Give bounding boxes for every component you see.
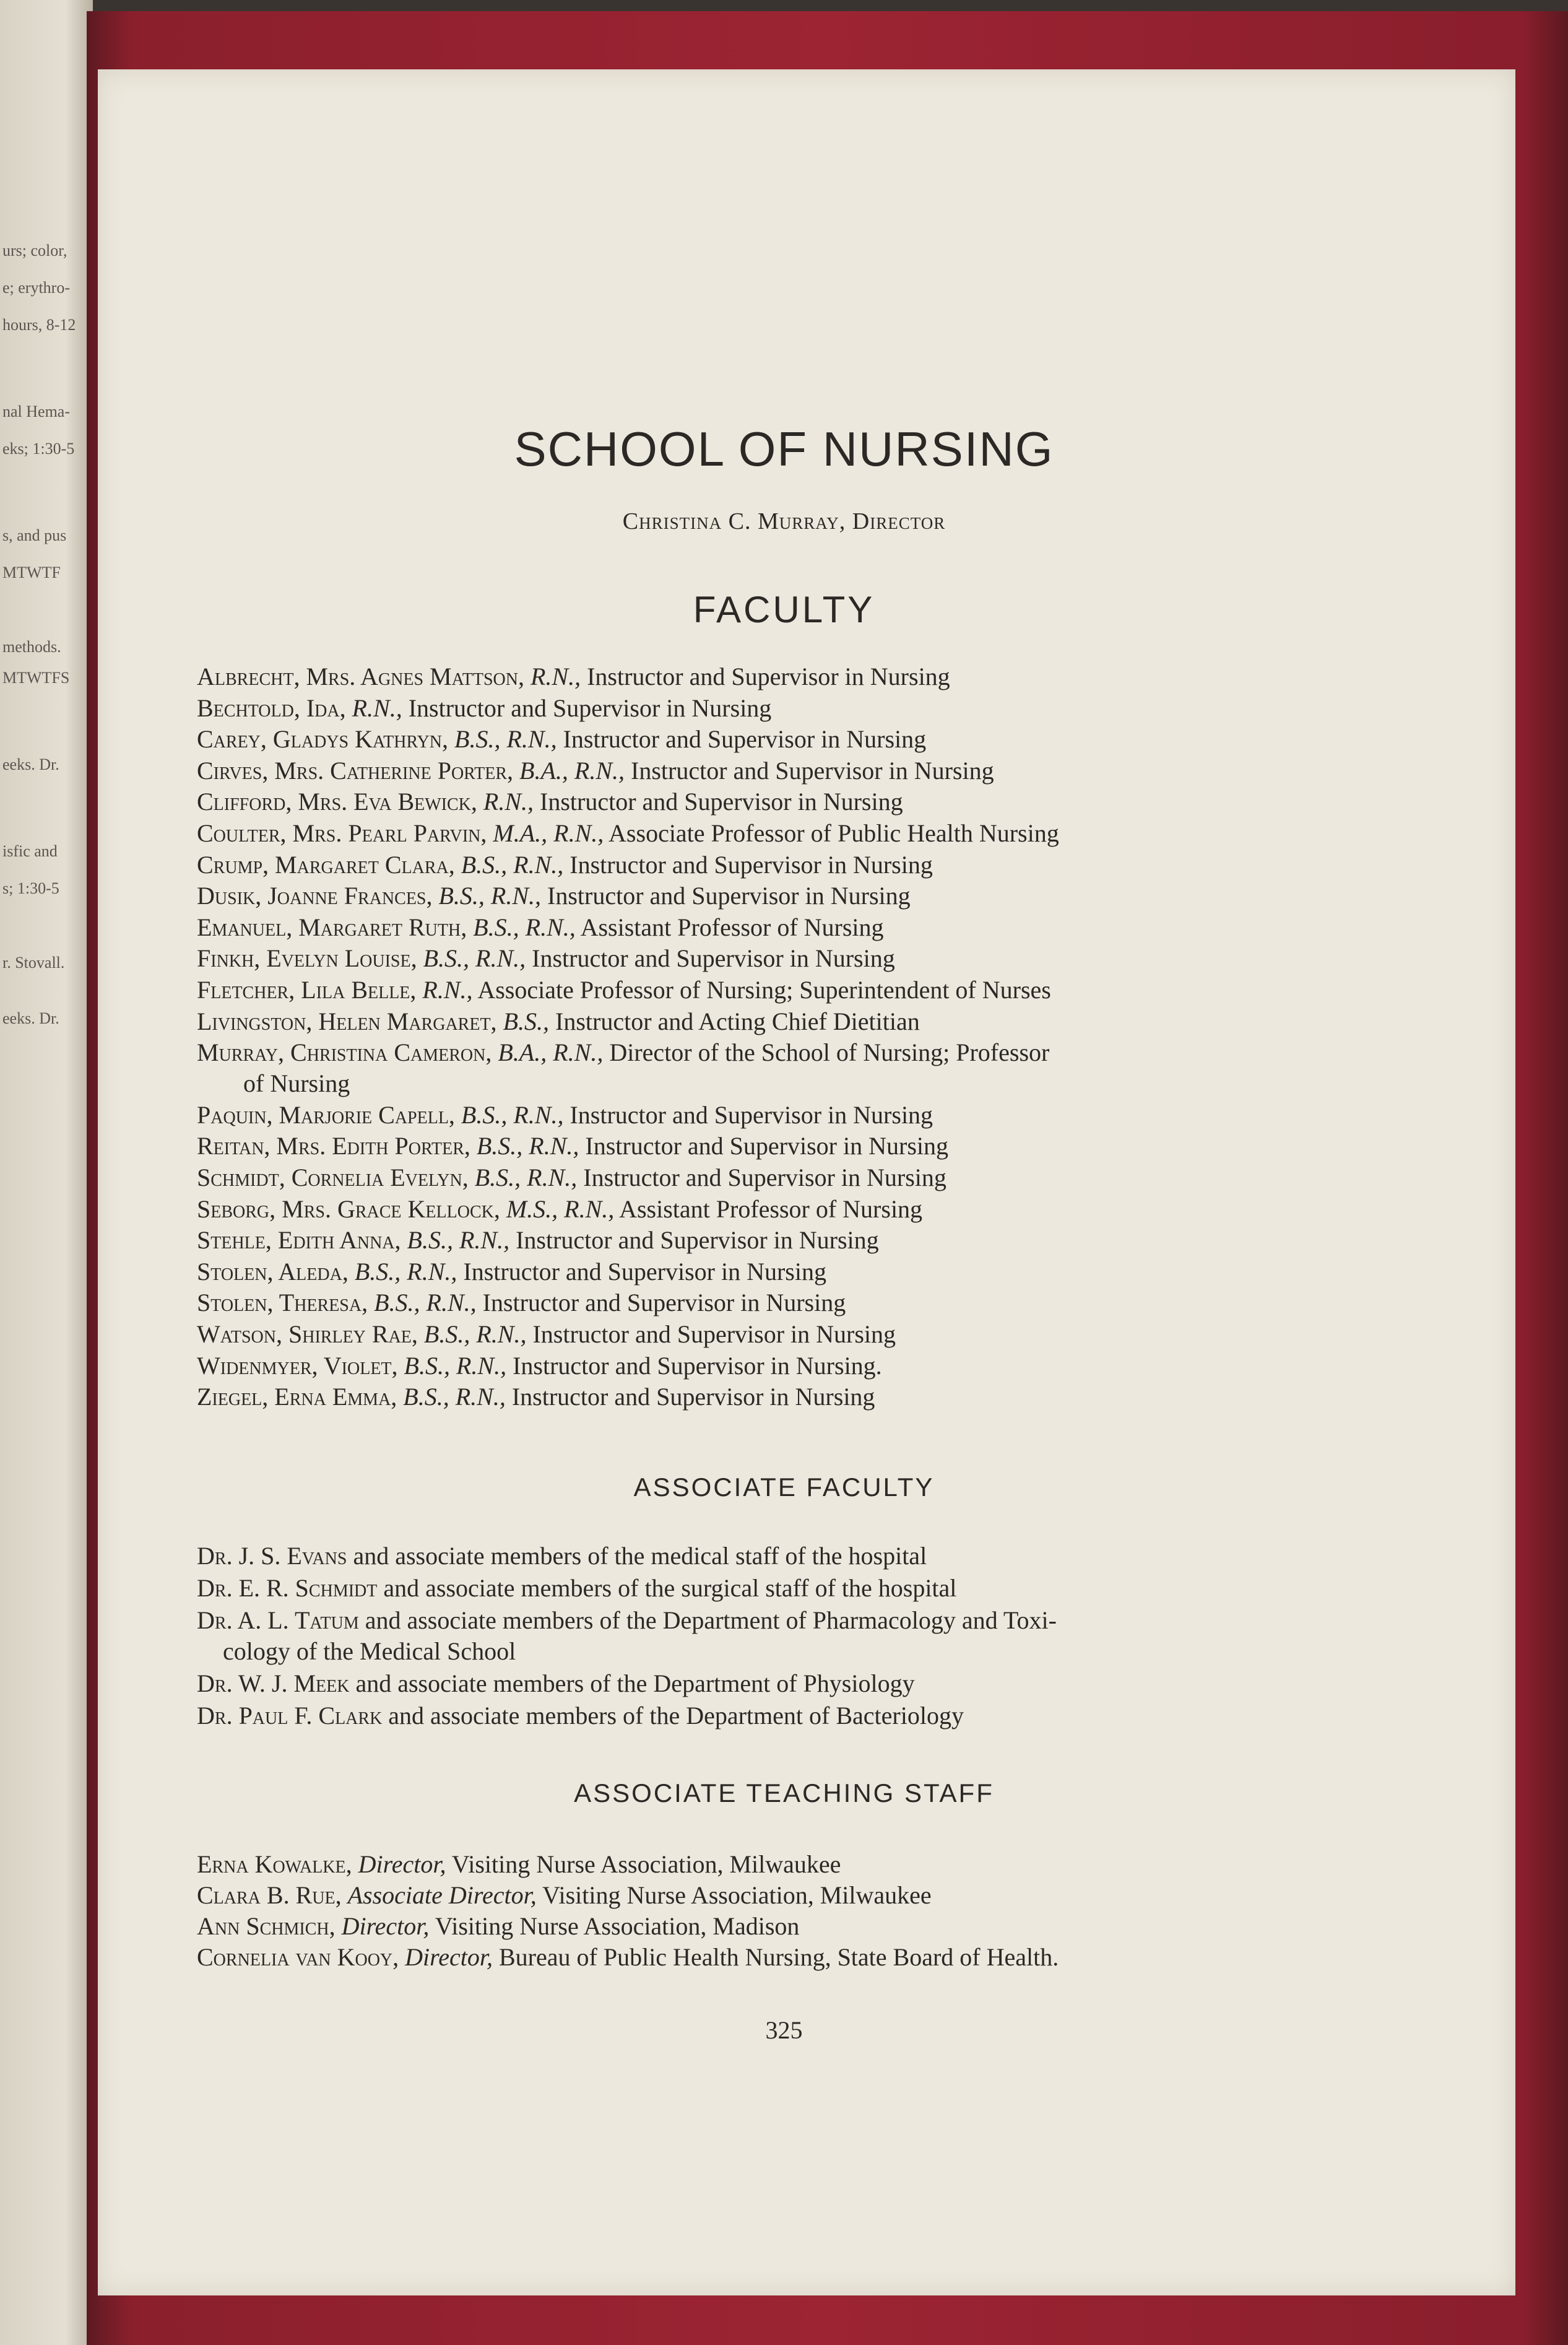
faculty-entry <box>197 1256 1361 1287</box>
faculty-entry <box>197 1381 1361 1412</box>
faculty-credentials: B.S., R.N., <box>423 1320 527 1348</box>
facing-page-text: urs; color, <box>2 241 67 259</box>
associate-role: and associate members of the Department of Pharmacology and Toxi- <box>365 1606 1057 1634</box>
associate-role: and associate members of the medical staff of the hospital <box>353 1542 927 1570</box>
associate-name: Dr. J. S. Evans <box>197 1542 347 1570</box>
faculty-role: Instructor and Supervisor in Nursing <box>570 850 933 879</box>
faculty-credentials: B.S., R.N., <box>404 1351 507 1380</box>
faculty-credentials: B.A., R.N., <box>519 756 625 785</box>
faculty-name: Stolen, Aleda, <box>197 1257 349 1286</box>
faculty-role: Instructor and Supervisor in Nursing <box>540 788 903 816</box>
facing-page-text: eks; 1:30-5 <box>2 440 75 458</box>
facing-page-edge <box>0 0 93 2345</box>
faculty-entry <box>197 1006 1361 1037</box>
associate-name: Dr. W. J. Meek <box>197 1669 350 1697</box>
staff-name: Ann Schmich, <box>197 1912 336 1940</box>
faculty-name: Crump, Margaret Clara, <box>197 850 455 879</box>
faculty-entry <box>197 1287 1361 1318</box>
faculty-role: Associate Professor of Nursing; Superintendent of Nurses <box>477 976 1051 1004</box>
faculty-role: Instructor and Supervisor in Nursing <box>563 725 927 754</box>
faculty-credentials: B.S., R.N., <box>403 1383 506 1411</box>
associate-faculty-entry <box>197 1573 1361 1604</box>
associate-name: Dr. E. R. Schmidt <box>197 1574 378 1602</box>
teaching-staff-entry <box>197 1911 1373 1942</box>
faculty-name: Schmidt, Cornelia Evelyn, <box>197 1164 469 1191</box>
faculty-role: Instructor and Supervisor in Nursing <box>516 1226 879 1255</box>
faculty-role: Instructor and Acting Chief Dietitian <box>555 1007 920 1035</box>
facing-page-text: eeks. Dr. <box>2 1009 59 1027</box>
faculty-role: Instructor and Supervisor in Nursing <box>463 1257 826 1286</box>
faculty-credentials: R.N., <box>422 976 473 1004</box>
faculty-entry <box>197 1319 1361 1350</box>
faculty-name: Stolen, Theresa, <box>197 1289 368 1317</box>
facing-page-text: r. Stovall. <box>2 954 65 972</box>
facing-page-text: hours, 8-12 <box>2 316 76 334</box>
staff-organization: Visiting Nurse Association, Madison <box>435 1912 800 1940</box>
faculty-entry <box>197 1131 1361 1162</box>
faculty-entry <box>197 1037 1361 1099</box>
faculty-entry <box>197 693 1361 724</box>
faculty-name: Cirves, Mrs. Catherine Porter, <box>197 756 514 785</box>
faculty-name: Livingston, Helen Margaret, <box>197 1007 497 1035</box>
faculty-entry <box>197 1100 1361 1131</box>
faculty-credentials: B.S., R.N., <box>407 1226 510 1255</box>
faculty-entry <box>197 881 1361 911</box>
faculty-entry <box>197 912 1361 943</box>
facing-page-text: s, and pus <box>2 526 67 544</box>
faculty-name: Finkh, Evelyn Louise, <box>197 944 417 973</box>
associate-name: Dr. Paul F. Clark <box>197 1702 383 1729</box>
teaching-staff-entry <box>197 1849 1373 1880</box>
faculty-name: Paquin, Marjorie Capell, <box>197 1100 455 1129</box>
staff-name: Clara B. Rue, <box>197 1881 342 1909</box>
faculty-name: Carey, Gladys Kathryn, <box>197 725 449 754</box>
facing-page-text: MTWTFS <box>2 669 70 687</box>
faculty-role: Instructor and Supervisor in Nursing <box>587 663 950 690</box>
faculty-entry <box>197 850 1361 881</box>
associate-faculty-entry <box>197 1605 1361 1667</box>
facing-page-text: e; erythro- <box>2 279 71 297</box>
facing-page-text: nal Hema- <box>2 402 71 420</box>
faculty-entry <box>197 661 1361 692</box>
staff-title: Director, <box>358 1850 446 1878</box>
facing-page-text: methods. <box>2 638 61 656</box>
teaching-staff-entry <box>197 1942 1373 1973</box>
associate-name: Dr. A. L. Tatum <box>197 1606 359 1634</box>
staff-organization: Visiting Nurse Association, Milwaukee <box>451 1850 841 1878</box>
staff-name: Erna Kowalke, <box>197 1850 352 1878</box>
faculty-name: Murray, Christina Cameron, <box>197 1038 492 1067</box>
associate-faculty-heading: ASSOCIATE FACULTY <box>633 1473 935 1502</box>
staff-organization: Bureau of Public Health Nursing, State Board of Health. <box>499 1943 1059 1971</box>
teaching-staff-entry <box>197 1880 1373 1911</box>
faculty-credentials: B.S., R.N., <box>461 850 564 879</box>
faculty-name: Reitan, Mrs. Edith Porter, <box>197 1132 470 1160</box>
faculty-name: Albrecht, Mrs. Agnes Mattson, <box>197 663 524 690</box>
faculty-role-continued: of Nursing <box>243 1069 350 1098</box>
associate-faculty-entry <box>197 1668 1361 1699</box>
faculty-role: Director of the School of Nursing; Professor <box>609 1038 1050 1067</box>
faculty-name: Dusik, Joanne Frances, <box>197 882 433 910</box>
faculty-credentials: B.S., R.N., <box>374 1289 477 1317</box>
faculty-entry <box>197 1162 1361 1193</box>
faculty-role: Instructor and Supervisor in Nursing <box>585 1132 949 1160</box>
staff-name: Cornelia van Kooy, <box>197 1943 399 1971</box>
associate-role: and associate members of the surgical staff of the hospital <box>383 1574 957 1602</box>
faculty-role: Instructor and Supervisor in Nursing. <box>513 1351 882 1380</box>
facing-page-text: eeks. Dr. <box>2 755 59 773</box>
faculty-credentials: R.N., <box>352 694 402 722</box>
faculty-credentials: M.S., R.N., <box>506 1194 615 1223</box>
faculty-role: Instructor and Supervisor in Nursing <box>408 694 772 722</box>
faculty-name: Seborg, Mrs. Grace Kellock, <box>197 1194 500 1223</box>
faculty-credentials: B.A., R.N., <box>498 1038 604 1067</box>
director-line: Christina C. Murray, Director <box>622 508 946 534</box>
faculty-name: Ziegel, Erna Emma, <box>197 1383 397 1411</box>
facing-page-text: s; 1:30-5 <box>2 879 59 897</box>
associate-faculty-entry <box>197 1541 1361 1572</box>
faculty-name: Fletcher, Lila Belle, <box>197 976 417 1004</box>
faculty-entry <box>197 818 1361 849</box>
associate-role: and associate members of the Department of Bacteriology <box>388 1702 964 1729</box>
teaching-staff-heading: ASSOCIATE TEACHING STAFF <box>574 1778 994 1808</box>
page-title: SCHOOL OF NURSING <box>514 422 1054 476</box>
faculty-entry <box>197 943 1361 974</box>
faculty-credentials: B.S., R.N., <box>423 944 526 973</box>
faculty-role: Instructor and Supervisor in Nursing <box>631 756 994 785</box>
faculty-credentials: B.S., R.N., <box>474 1164 578 1191</box>
faculty-credentials: B.S., R.N., <box>438 882 542 910</box>
faculty-name: Clifford, Mrs. Eva Bewick, <box>197 788 477 816</box>
facing-page-text: isfic and <box>2 842 58 860</box>
faculty-entry <box>197 1351 1361 1381</box>
associate-role: and associate members of the Department of Physiology <box>355 1669 915 1697</box>
faculty-credentials: B.S., <box>503 1007 549 1035</box>
faculty-entry <box>197 755 1361 786</box>
faculty-credentials: R.N., <box>483 788 534 816</box>
staff-organization: Visiting Nurse Association, Milwaukee <box>542 1881 932 1909</box>
faculty-role: Instructor and Supervisor in Nursing <box>532 1320 896 1348</box>
faculty-role: Associate Professor of Public Health Nursing <box>609 819 1059 847</box>
faculty-entry <box>197 724 1361 755</box>
page-number: 325 <box>765 2016 803 2044</box>
faculty-credentials: M.A., R.N., <box>493 819 604 847</box>
faculty-entry <box>197 1194 1361 1225</box>
faculty-name: Bechtold, Ida, <box>197 694 346 722</box>
staff-title: Associate Director, <box>347 1881 537 1909</box>
faculty-name: Coulter, Mrs. Pearl Parvin, <box>197 819 487 847</box>
staff-title: Director, <box>405 1943 493 1971</box>
faculty-name: Widenmyer, Violet, <box>197 1351 398 1380</box>
faculty-role: Assistant Professor of Nursing <box>619 1194 923 1223</box>
faculty-credentials: B.S., R.N., <box>473 913 576 941</box>
faculty-entry <box>197 1225 1361 1256</box>
faculty-credentials: B.S., R.N., <box>354 1257 457 1286</box>
faculty-role: Instructor and Supervisor in Nursing <box>482 1289 846 1317</box>
faculty-name: Stehle, Edith Anna, <box>197 1226 401 1255</box>
faculty-name: Watson, Shirley Rae, <box>197 1320 418 1348</box>
faculty-credentials: R.N., <box>530 663 581 690</box>
faculty-credentials: B.S., R.N., <box>476 1132 579 1160</box>
faculty-role: Instructor and Supervisor in Nursing <box>547 882 911 910</box>
faculty-credentials: B.S., R.N., <box>461 1100 564 1129</box>
faculty-name: Emanuel, Margaret Ruth, <box>197 913 467 941</box>
faculty-role: Instructor and Supervisor in Nursing <box>532 944 895 973</box>
faculty-role: Instructor and Supervisor in Nursing <box>583 1164 946 1191</box>
associate-role-continued: cology of the Medical School <box>223 1637 516 1665</box>
facing-page-text: MTWTF <box>2 563 61 581</box>
faculty-entry <box>197 975 1361 1006</box>
faculty-role: Assistant Professor of Nursing <box>580 913 884 941</box>
faculty-role: Instructor and Supervisor in Nursing <box>570 1100 933 1129</box>
faculty-entry <box>197 786 1361 817</box>
faculty-credentials: B.S., R.N., <box>454 725 557 754</box>
associate-faculty-entry <box>197 1700 1361 1731</box>
faculty-role: Instructor and Supervisor in Nursing <box>511 1383 875 1411</box>
staff-title: Director, <box>341 1912 430 1940</box>
faculty-heading: FACULTY <box>693 589 875 630</box>
